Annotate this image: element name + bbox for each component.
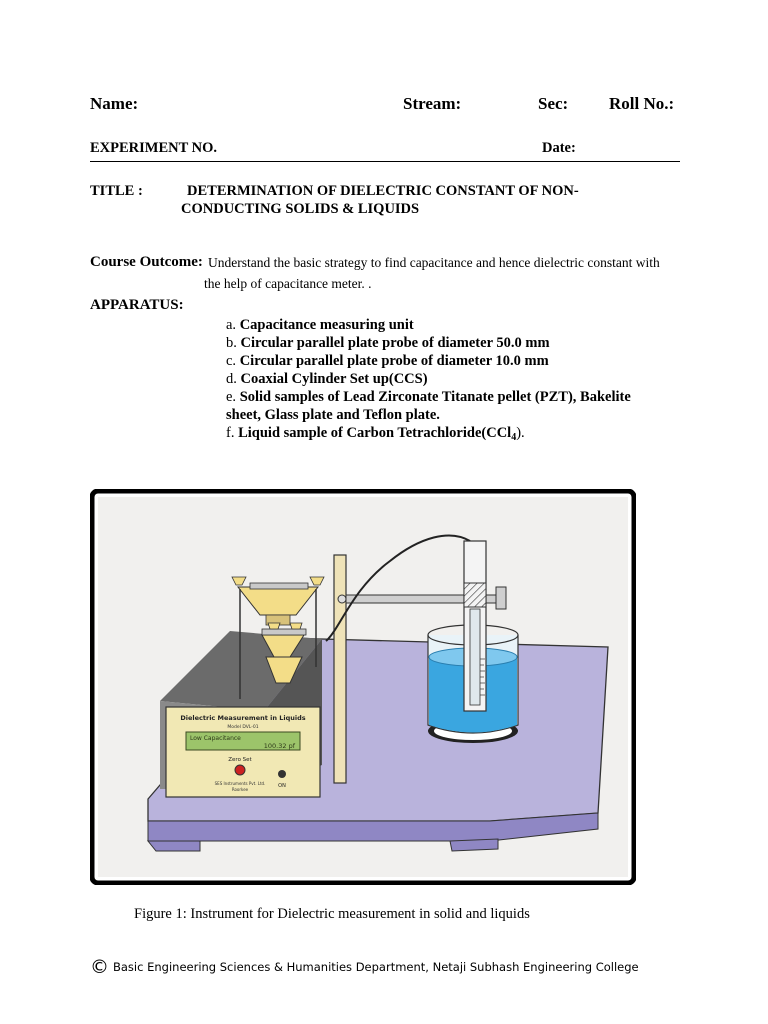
power-switch-icon <box>278 770 286 778</box>
instrument-illustration <box>90 489 636 885</box>
probe-upper-plate <box>250 583 308 589</box>
header-divider <box>90 161 680 162</box>
course-outcome-line-2: the help of capacitance meter. . <box>204 276 372 291</box>
display-label: Low Capacitance <box>190 735 241 742</box>
apparatus-item-b <box>226 334 550 352</box>
apparatus-marker: b. <box>226 335 237 351</box>
figure-caption: Figure 1: Instrument for Dielectric measurement in solid and liquids <box>134 906 530 922</box>
clamp-knob-icon <box>338 595 346 603</box>
sec-label: Sec: <box>538 94 569 113</box>
maker-line-1: SES Instruments Pvt. Ltd. <box>214 781 266 786</box>
platform-foot-right <box>450 839 498 851</box>
name-label: Name: <box>90 94 139 113</box>
display-value: 100.32 pf <box>263 742 295 750</box>
probe-lower-plate <box>262 629 306 635</box>
zero-set-knob <box>235 765 245 775</box>
zero-set-label: Zero Set <box>228 757 252 763</box>
title-line-2: CONDUCTING SOLIDS & LIQUIDS <box>181 201 420 217</box>
apparatus-text: Coaxial Cylinder Set up(CCS) <box>240 371 428 387</box>
course-outcome-line-1: Understand the basic strategy to find capacitance and hence dielectric constant with <box>208 255 660 270</box>
experiment-no-label: EXPERIMENT NO. <box>90 140 218 156</box>
apparatus-label: APPARATUS: <box>90 297 184 313</box>
title-label: TITLE : <box>90 183 143 199</box>
on-label: ON <box>278 783 286 789</box>
stream-label: Stream: <box>403 94 462 113</box>
course-outcome-label: Course Outcome: <box>90 254 203 270</box>
apparatus-item-d <box>226 370 428 388</box>
maker-line-2: Roorkee <box>231 787 249 792</box>
apparatus-item-c <box>226 352 549 370</box>
apparatus-text: Liquid sample of Carbon Tetrachloride(CCl <box>238 425 512 441</box>
apparatus-text: Circular parallel plate probe of diameter 10.0 mm <box>239 353 549 369</box>
apparatus-text: Circular parallel plate probe of diameter 50.0 mm <box>240 335 550 351</box>
device-title: Dielectric Measurement in Liquids <box>180 714 306 722</box>
cylinder-clamp-band <box>464 583 486 607</box>
footer <box>90 956 639 978</box>
device-model: Model DVL-01 <box>227 725 259 730</box>
apparatus-text: Solid samples of Lead Zirconate Titanate pellet (PZT), Bakelite <box>239 389 631 405</box>
title-line-1: DETERMINATION OF DIELECTRIC CONSTANT OF NON- <box>187 183 579 199</box>
stand-rod <box>334 555 346 783</box>
subscript-4: 4 <box>511 432 517 443</box>
apparatus-item-a <box>226 316 414 334</box>
apparatus-marker: e. <box>226 389 237 405</box>
apparatus-item-f <box>226 424 525 447</box>
platform-foot-left <box>148 841 200 851</box>
apparatus-tail: ). <box>516 425 525 441</box>
inner-cylinder <box>470 609 480 705</box>
apparatus-marker: c. <box>226 353 237 369</box>
instrument-figure <box>90 489 636 885</box>
copyright-icon: © <box>90 956 109 978</box>
apparatus-text: Capacitance measuring unit <box>239 317 414 333</box>
apparatus-item-e-continued <box>226 406 440 424</box>
apparatus-item-e <box>226 388 631 406</box>
footer-text: Basic Engineering Sciences & Humanities Department, Netaji Subhash Engineering College <box>113 960 639 974</box>
apparatus-text: sheet, Glass plate and Teflon plate. <box>226 407 440 423</box>
wing-nut-lower-right-icon <box>290 623 302 629</box>
arm-end-clamp <box>496 587 506 609</box>
apparatus-marker: d. <box>226 371 237 387</box>
apparatus-marker: f. <box>226 425 235 441</box>
roll-no-label: Roll No.: <box>609 94 675 113</box>
wing-nut-lower-left-icon <box>268 623 280 629</box>
apparatus-marker: a. <box>226 317 237 333</box>
date-label: Date: <box>542 140 576 156</box>
